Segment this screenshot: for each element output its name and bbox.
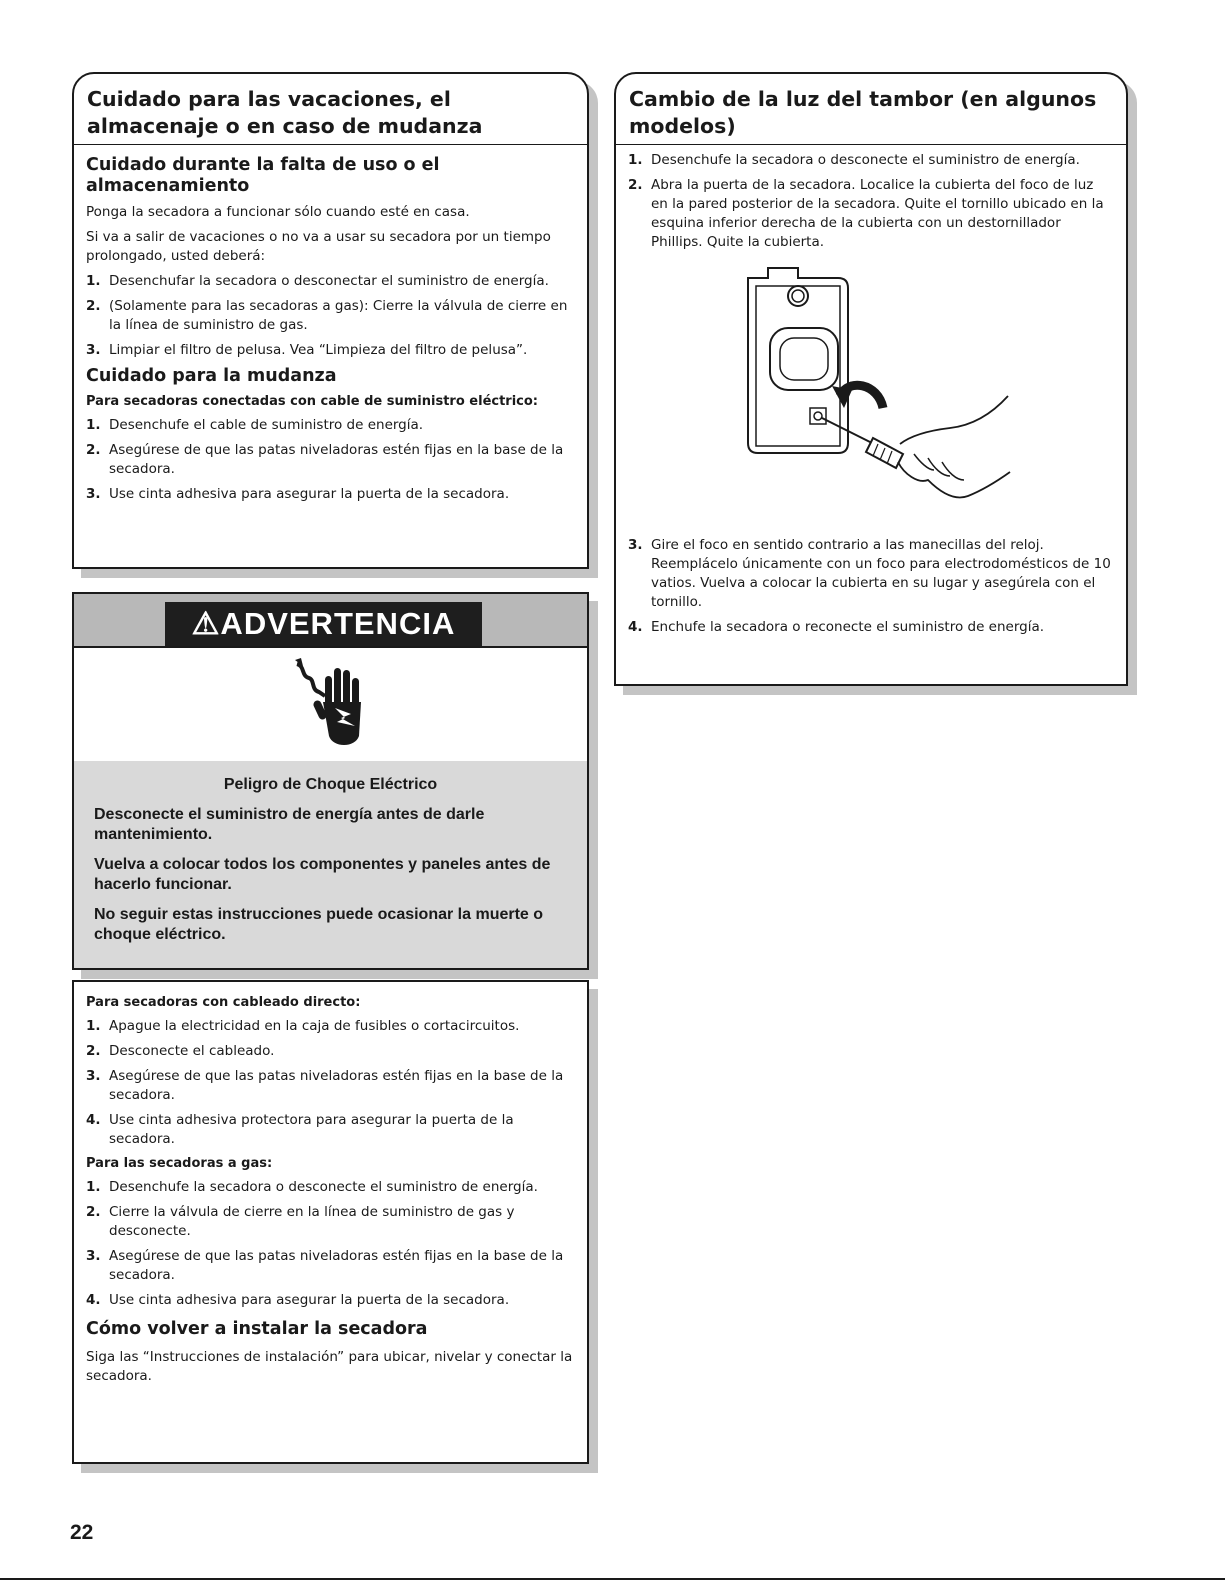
paragraph: Ponga la secadora a funcionar sólo cuando esté en casa. — [86, 204, 470, 220]
list-item: 4. Use cinta adhesiva para asegurar la puerta de la secadora. — [86, 1292, 510, 1308]
list-item: 2. Cierre la válvula de cierre en la línea de suministro de gas y desconecte. — [86, 1204, 515, 1239]
reinstall-subheading: Cómo volver a instalar la secadora — [86, 1319, 428, 1339]
section-content — [616, 145, 1126, 637]
drum-light-section — [614, 72, 1128, 686]
warning-instruction: Vuelva a colocar todos los componentes y paneles antes de hacerlo funcionar. — [94, 856, 551, 893]
warning-hazard-title: Peligro de Choque Eléctrico — [223, 776, 438, 793]
warning-header — [74, 594, 587, 646]
electric-dryers-label: Para secadoras conectadas con cable de suministro eléctrico: — [86, 394, 539, 409]
list-item: 1. Apague la electricidad en la caja de fusibles o cortacircuitos. — [86, 1018, 520, 1034]
list-item: 3. Gire el foco en sentido contrario a las manecillas del reloj. Reemplácelo únicamente con un foco para electrodomésticos de 10 vatios. Vuelva a colocar la cubierta en su lugar y asegúrela con el tornillo. — [628, 537, 1111, 610]
page-bottom-rule — [0, 1578, 1225, 1580]
page-number: 22 — [70, 1521, 94, 1544]
list-item: 1. Desenchufar la secadora o desconectar el suministro de energía. — [86, 273, 549, 289]
list-item: 2. Asegúrese de que las patas niveladoras estén fijas en la base de la secadora. — [86, 442, 564, 477]
section-content — [74, 982, 587, 1386]
list-item: 2. Desconecte el cableado. — [86, 1043, 275, 1059]
warning-instruction: Desconecte el suministro de energía antes de darle mantenimiento. — [94, 806, 485, 843]
warning-box — [72, 592, 589, 970]
paragraph: Si va a salir de vacaciones o no va a usar su secadora por un tiempo prolongado, usted deberá: — [86, 229, 551, 264]
section-title: Cuidado para las vacaciones, el almacenaje o en caso de mudanza — [74, 74, 587, 145]
list-item: 3. Asegúrese de que las patas niveladoras estén fijas en la base de la secadora. — [86, 1068, 564, 1103]
list-item: 1. Desenchufe la secadora o desconecte el suministro de energía. — [628, 152, 1080, 168]
drum-light-cover-illustration — [728, 258, 1028, 528]
storage-steps-list — [86, 272, 573, 360]
list-item: 4. Enchufe la secadora o reconecte el suministro de energía. — [628, 619, 1045, 635]
list-item: 1. Desenchufe el cable de suministro de energía. — [86, 417, 424, 433]
warning-icon-area — [74, 646, 587, 763]
storage-subheading: Cuidado durante la falta de uso o el almacenamiento — [86, 155, 440, 196]
drum-light-steps-list-continued — [628, 536, 1112, 637]
list-item: 3. Asegúrese de que las patas niveladoras estén fijas en la base de la secadora. — [86, 1248, 564, 1283]
list-item: 2. Abra la puerta de la secadora. Localice la cubierta del foco de luz en la pared posterior de la secadora. Quite el tornillo ubicado en la esquina inferior derecha de la cubierta con un destornillador Phillips. Quite la cubierta. — [628, 177, 1104, 250]
paragraph: Siga las “Instrucciones de instalación” para ubicar, nivelar y conectar la secadora. — [86, 1349, 573, 1384]
direct-wired-gas-section — [72, 980, 589, 1464]
moving-steps-list — [86, 416, 573, 504]
direct-wired-steps-list — [86, 1017, 573, 1149]
list-item: 3. Limpiar el filtro de pelusa. Vea “Limpieza del filtro de pelusa”. — [86, 342, 528, 358]
warning-title: ⚠ADVERTENCIA — [165, 602, 482, 646]
electric-shock-hand-icon — [291, 656, 371, 756]
list-item: 2. (Solamente para las secadoras a gas): Cierre la válvula de cierre en la línea de suministro de gas. — [86, 298, 568, 333]
list-item: 3. Use cinta adhesiva para asegurar la puerta de la secadora. — [86, 486, 510, 502]
gas-dryers-label: Para las secadoras a gas: — [86, 1156, 273, 1171]
section-title: Cambio de la luz del tambor (en algunos modelos) — [616, 74, 1126, 145]
drum-light-steps-list — [628, 151, 1112, 252]
moving-subheading: Cuidado para la mudanza — [86, 366, 337, 386]
direct-wired-label: Para secadoras con cableado directo: — [86, 995, 361, 1010]
warning-consequence: No seguir estas instrucciones puede ocasionar la muerte o choque eléctrico. — [94, 906, 544, 943]
section-content — [74, 145, 587, 504]
vacation-storage-moving-section — [72, 72, 589, 569]
warning-body — [74, 761, 587, 968]
gas-steps-list — [86, 1178, 573, 1310]
list-item: 1. Desenchufe la secadora o desconecte el suministro de energía. — [86, 1179, 538, 1195]
list-item: 4. Use cinta adhesiva protectora para asegurar la puerta de la secadora. — [86, 1112, 514, 1147]
